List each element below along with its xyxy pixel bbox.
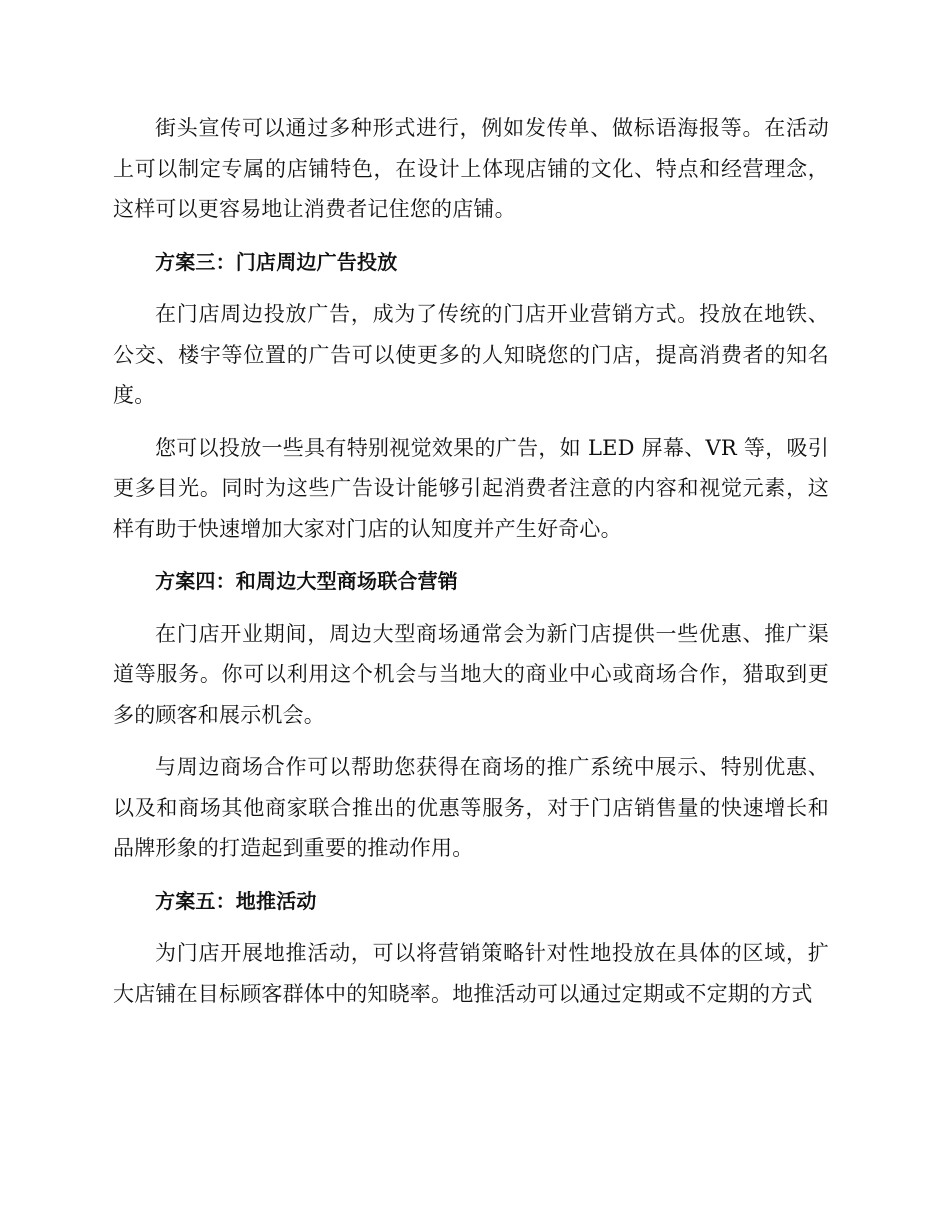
paragraph-nearby-ads: 在门店周边投放广告，成为了传统的门店开业营销方式。投放在地铁、公交、楼宇等位置的广告可以使更多的人知晓您的门店，提高消费者的知名度。 [113, 302, 829, 407]
paragraph-visual-ads: 您可以投放一些具有特别视觉效果的广告，如 LED 屏幕、VR 等，吸引更多目光。同时为这些广告设计能够引起消费者注意的内容和视觉元素，这样有助于快速增加大家对门店的认知度并产生好奇心。 [113, 435, 829, 541]
paragraph-ground-promotion: 为门店开展地推活动，可以将营销策略针对性地投放在具体的区域，扩大店铺在目标顾客群体中的知晓率。地推活动可以通过定期或不定期的方式 [113, 941, 829, 1006]
heading-plan-three: 方案三：门店周边广告投放 [155, 249, 398, 274]
paragraph-street-promotion: 街头宣传可以通过多种形式进行，例如发传单、做标语海报等。在活动上可以制定专属的店铺特色，在设计上体现店铺的文化、特点和经营理念，这样可以更容易地让消费者记住您的店铺。 [113, 116, 829, 221]
paragraph-mall-benefits: 与周边商场合作可以帮助您获得在商场的推广系统中展示、特别优惠、以及和商场其他商家联合推出的优惠等服务，对于门店销售量的快速增长和品牌形象的打造起到重要的推动作用。 [113, 755, 829, 860]
document-page [113, 108, 829, 1026]
paragraph-mall-partnership: 在门店开业期间，周边大型商场通常会为新门店提供一些优惠、推广渠道等服务。你可以利用这个机会与当地大的商业中心或商场合作，猎取到更多的顾客和展示机会。 [113, 621, 829, 727]
heading-plan-five: 方案五：地推活动 [155, 888, 317, 913]
heading-plan-four: 方案四：和周边大型商场联合营销 [155, 569, 458, 593]
